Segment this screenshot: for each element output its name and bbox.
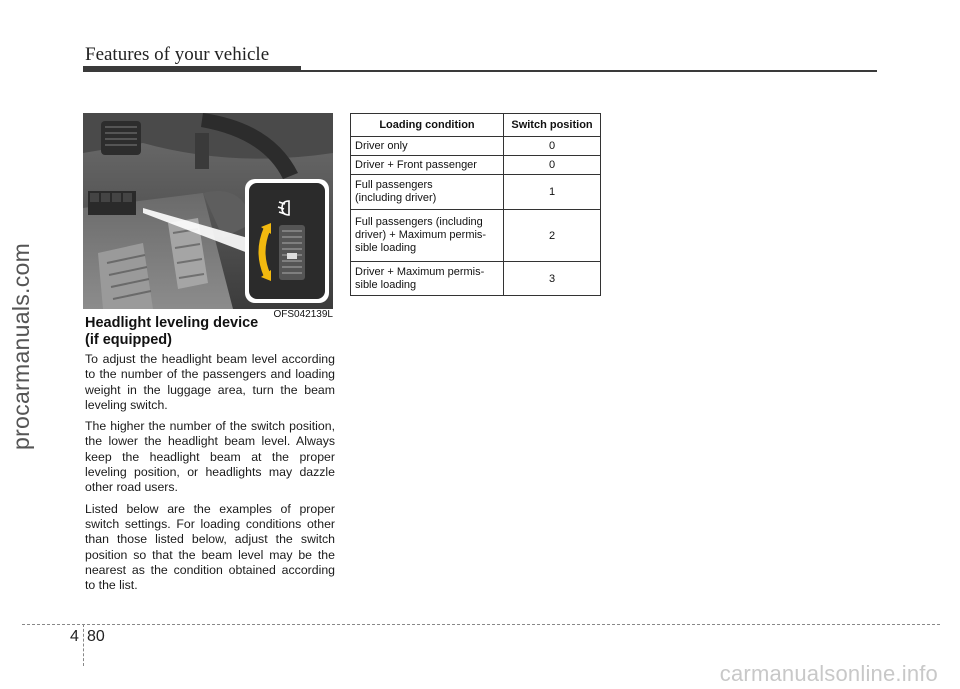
loading-condition-cell: Driver only xyxy=(351,137,504,156)
table-row xyxy=(351,137,601,156)
switch-position-cell: 0 xyxy=(504,156,601,175)
loading-condition-cell: Full passengers (including driver) + Maximum permis- sible loading xyxy=(351,210,504,262)
switch-position-cell: 0 xyxy=(504,137,601,156)
header-rule-thick xyxy=(83,66,301,72)
figure-code: OFS042139L xyxy=(273,309,333,320)
loading-condition-table xyxy=(350,113,601,296)
switch-position-cell: 1 xyxy=(504,175,601,210)
table-row xyxy=(351,156,601,175)
footer-divider xyxy=(83,624,84,666)
footer-watermark: carmanualsonline.info xyxy=(719,661,938,686)
body-paragraph: The higher the number of the switch position, the lower the headlight beam level. Always keep the headlight beam at the proper leveling position, or headlights may dazzle other road users. xyxy=(85,419,335,495)
footer-page-number: 80 xyxy=(87,628,105,645)
body-text xyxy=(85,352,335,599)
loading-condition-cell: Full passengers (including driver) xyxy=(351,175,504,210)
switch-position-cell: 3 xyxy=(504,262,601,296)
loading-condition-cell: Driver + Front passenger xyxy=(351,156,504,175)
side-watermark: procarmanuals.com xyxy=(8,242,34,450)
body-paragraph: To adjust the headlight beam level according to the number of the passengers and loading weight in the luggage area, turn the beam leveling switch. xyxy=(85,352,335,412)
table-row xyxy=(351,210,601,262)
headlight-switch-photo xyxy=(83,113,333,309)
footer-chapter-number: 4 xyxy=(70,628,79,645)
table-row xyxy=(351,262,601,296)
switch-position-cell: 2 xyxy=(504,210,601,262)
header-switch-position: Switch position xyxy=(504,114,601,137)
loading-condition-cell: Driver + Maximum permis- sible loading xyxy=(351,262,504,296)
footer-rule xyxy=(22,624,940,625)
table-row xyxy=(351,175,601,210)
section-title xyxy=(85,315,335,349)
body-paragraph: Listed below are the examples of proper switch settings. For loading conditions other than those listed below, adjust the switch position so that the beam level may be the nearest as the condition obtained according to the list. xyxy=(85,501,335,593)
header-loading-condition: Loading condition xyxy=(351,114,504,137)
section-title-line2: (if equipped) xyxy=(85,332,172,348)
page-header-title: Features of your vehicle xyxy=(85,44,270,65)
section-title-line1: Headlight leveling device xyxy=(85,315,259,331)
header-rule-thin xyxy=(300,70,877,72)
table-header-row xyxy=(351,114,601,137)
